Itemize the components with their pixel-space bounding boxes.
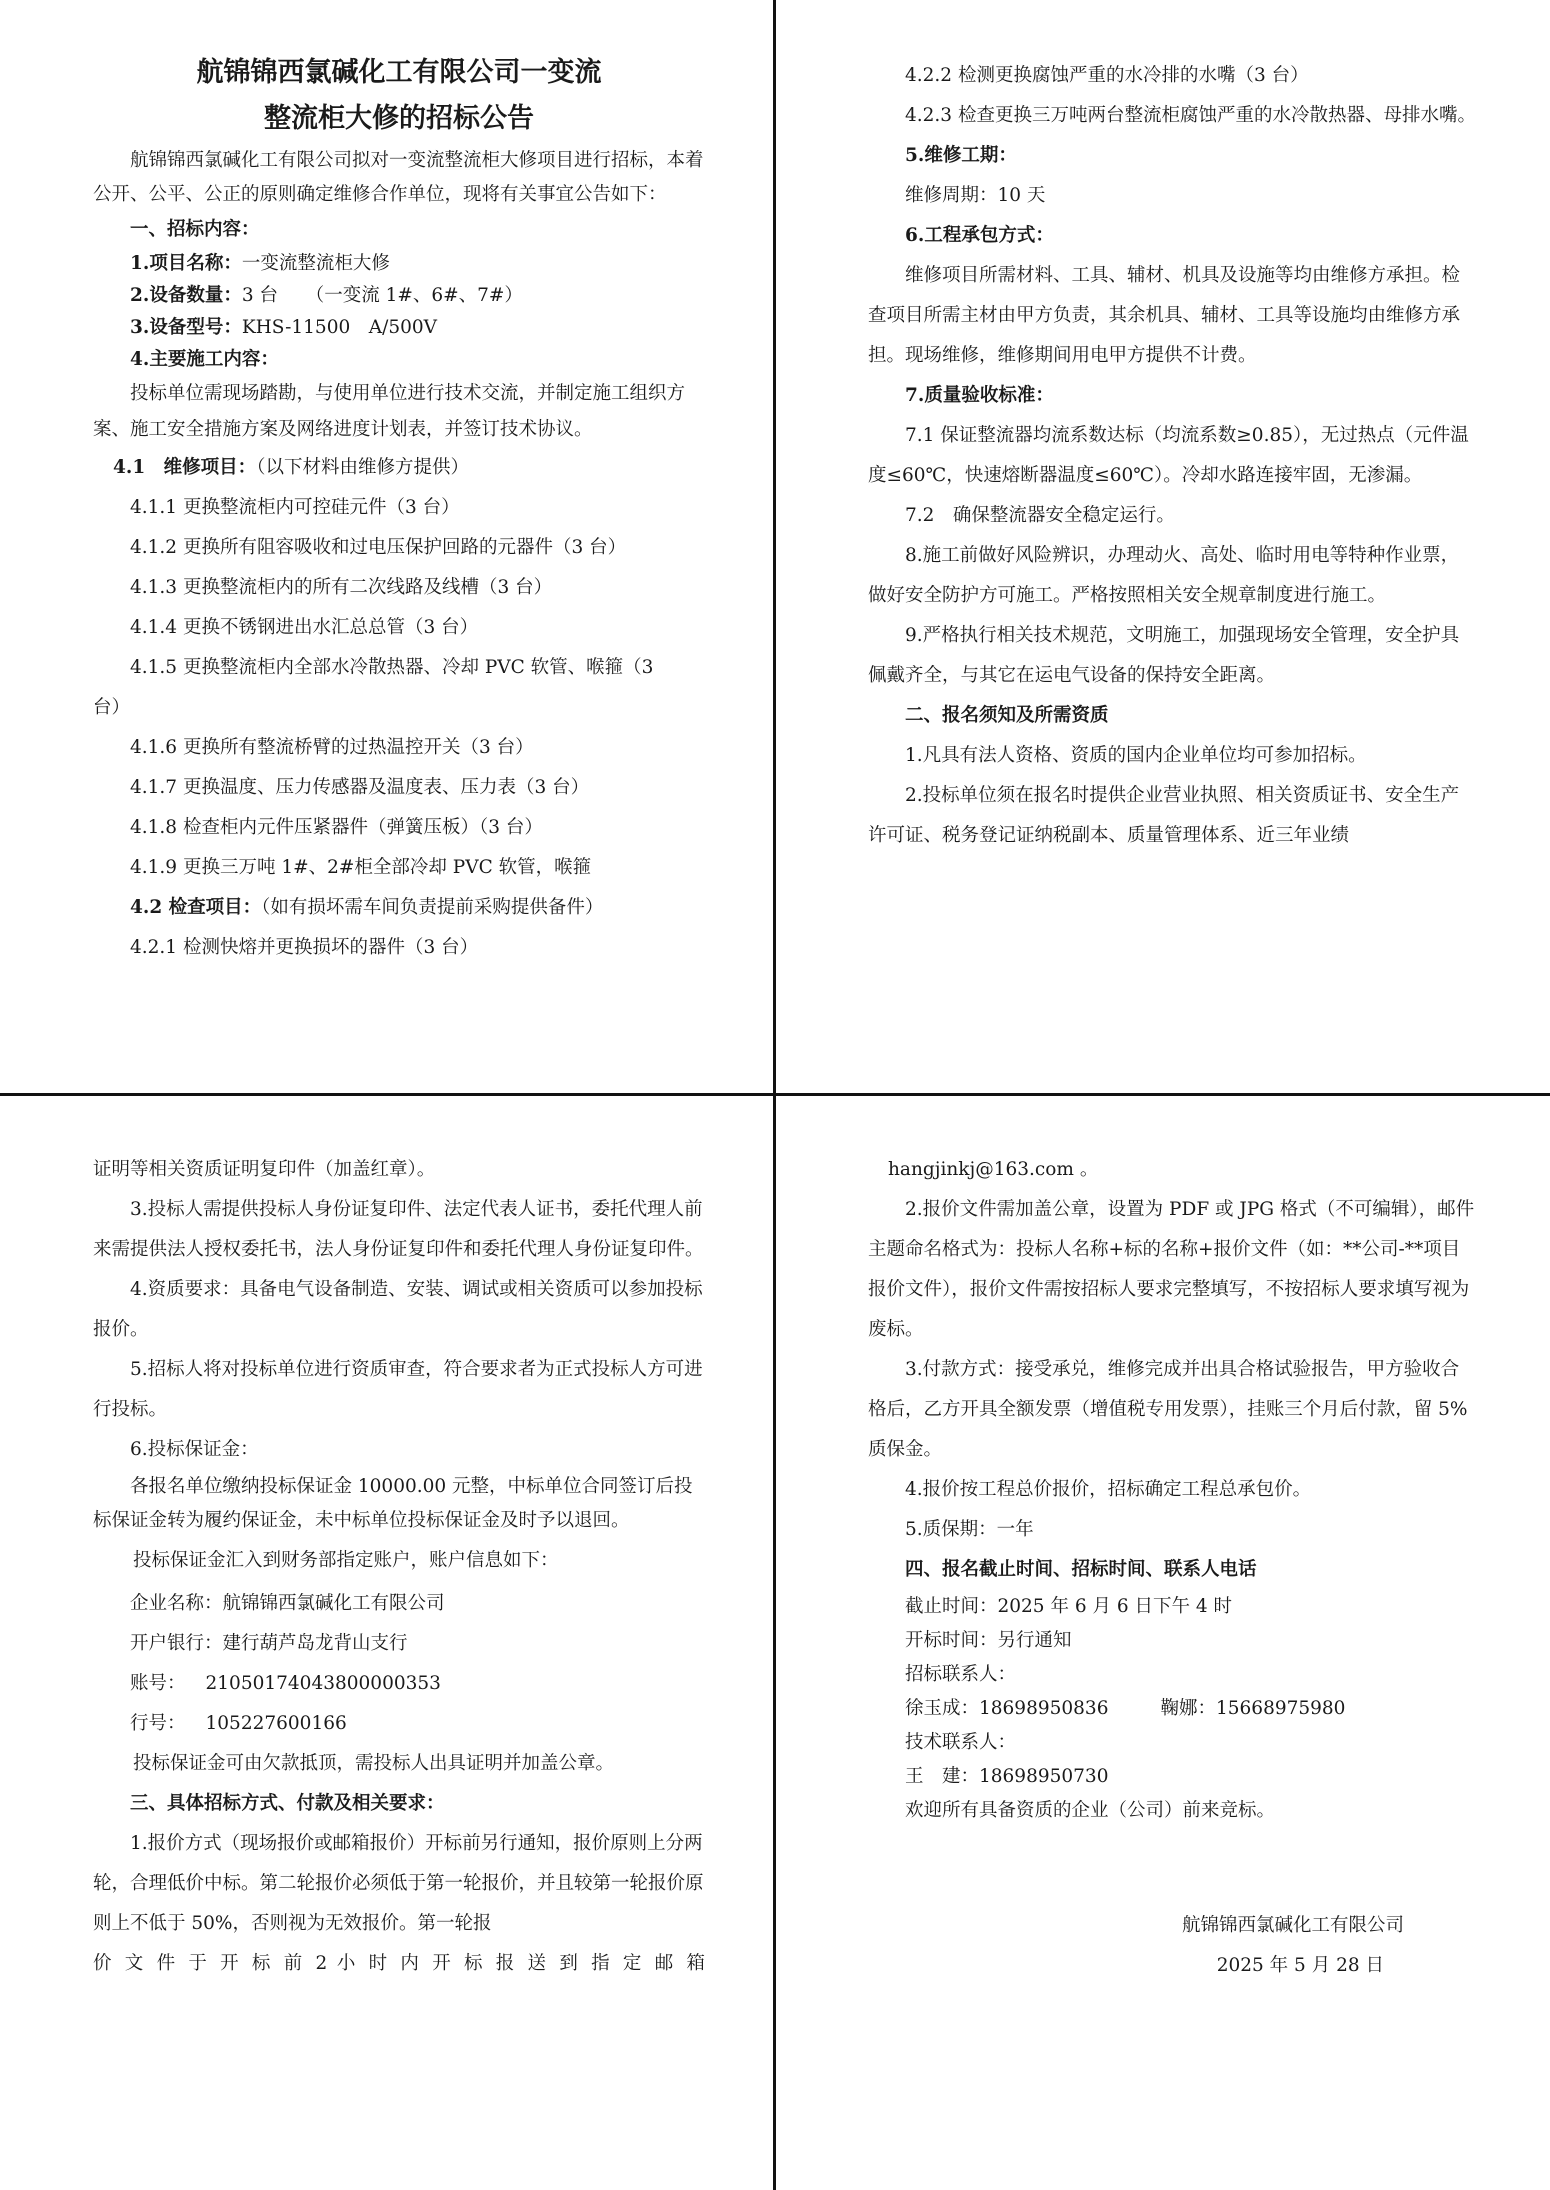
construction-paragraph: 投标单位需现场踏勘，与使用单位进行技术交流，并制定施工组织方案、施工安全措施方案及网络进度计划表，并签订技术协议。: [93, 383, 686, 440]
registration-5: 5.招标人将对投标单位进行资质审查，符合要求者为正式投标人方可进行投标。: [93, 1359, 703, 1420]
item-model: [93, 312, 705, 344]
title-line-2: 整流柜大修的招标公告: [264, 103, 534, 134]
maintenance-items-heading: [93, 448, 705, 488]
section-2-heading: 二、报名须知及所需资质: [905, 705, 1109, 726]
list-item-4-1-2: 4.1.2 更换所有阻容吸收和过电压保护回路的元器件（3 台）: [130, 537, 627, 558]
registration-3: 3.投标人需提供投标人身份证复印件、法定代表人证书，委托代理人前来需提供法人授权委托书，法人身份证复印件和委托代理人身份证复印件。: [93, 1199, 704, 1260]
signature-date: 2025 年 5 月 28 日: [1216, 1955, 1384, 1976]
method-1: 1.报价方式（现场报价或邮箱报价）开标前另行通知，报价原则上分两轮，合理低价中标。第二轮报价必须低于第一轮报价，并且较第一轮报价原则上不低于 50%，否则视为无效报价。第一轮报: [93, 1833, 704, 1934]
tender-contact-label: 招标联系人：: [905, 1664, 1017, 1685]
list-item-4-2-2: 4.2.2 检测更换腐蚀严重的水冷排的水嘴（3 台）: [905, 65, 1309, 86]
list-item-4-1-3: 4.1.3 更换整流柜内的所有二次线路及线槽（3 台）: [130, 577, 553, 598]
registration-2: 2.投标单位须在报名时提供企业营业执照、相关资质证书、安全生产许可证、税务登记证纳税副本、质量管理体系、近三年业绩: [868, 785, 1460, 846]
title-line-1: 航锦锦西氯碱化工有限公司一变流: [196, 57, 602, 88]
account-company-label: 企业名称：: [130, 1593, 223, 1614]
account-number-label: 账号：: [130, 1673, 186, 1694]
registration-4: 4.资质要求：具备电气设备制造、安装、调试或相关资质可以参加投标报价。: [93, 1279, 703, 1340]
opening-time: 开标时间：另行通知: [905, 1630, 1072, 1651]
account-intro: 投标保证金汇入到财务部指定账户，账户信息如下：: [133, 1550, 559, 1571]
item-quantity-label: 2.设备数量：: [130, 285, 242, 306]
item-project-name: [93, 248, 705, 280]
maintenance-items-note: （以下材料由维修方提供）: [256, 457, 469, 478]
requirement-8: 8.施工前做好风险辨识，办理动火、高处、临时用电等特种作业票，做好安全防护方可施工。严格按照相关安全规章制度进行施工。: [868, 545, 1460, 606]
section-3-heading: 三、具体招标方式、付款及相关要求：: [130, 1793, 445, 1814]
intro-paragraph: [93, 144, 705, 212]
bank-number: [93, 1704, 705, 1744]
tech-contact-1: 王 建：18698950730: [905, 1766, 1109, 1787]
registration-1: 1.凡具有法人资格、资质的国内企业单位均可参加招标。: [905, 745, 1367, 766]
deposit-note: 投标保证金可由欠款抵顶，需投标人出具证明并加盖公章。: [133, 1753, 615, 1774]
maintenance-period: 维修周期：10 天: [905, 185, 1046, 206]
tender-contact-2: 鞠娜：15668975980: [1160, 1698, 1346, 1719]
requirement-9: 9.严格执行相关技术规范，文明施工，加强现场安全管理，安全护具佩戴齐全，与其它在运电气设备的保持安全距离。: [868, 625, 1460, 686]
tender-contact-1: 徐玉成：18698950836: [905, 1698, 1109, 1719]
quality-7-1: 7.1 保证整流器均流系数达标（均流系数≥0.85），无过热点（元件温度≤60℃，快速熔断器温度≤60℃）。冷却水路连接牢固，无渗漏。: [868, 425, 1469, 486]
intro-text: 航锦锦西氯碱化工有限公司拟对一变流整流柜大修项目进行招标，本着公开、公平、公正的原则确定维修合作单位，现将有关事宜公告如下：: [93, 150, 704, 205]
section-4-heading: 四、报名截止时间、招标时间、联系人电话: [905, 1559, 1257, 1580]
list-item-4-1-8: 4.1.8 检查柜内元件压紧器件（弹簧压板）（3 台）: [130, 817, 543, 838]
account-company-value: 航锦锦西氯碱化工有限公司: [222, 1593, 445, 1614]
method-2: 2.报价文件需加盖公章，设置为 PDF 或 JPG 格式（不可编辑），邮件主题命名格式为：投标人名称+标的名称+报价文件（如：**公司-**项目报价文件），报价文件需按招标人要求完整填写，不按招标人要求填写视为废标。: [868, 1199, 1475, 1340]
registration-2-cont: 证明等相关资质证明复印件（加盖红章）。: [93, 1159, 436, 1180]
list-item-4-1-9: 4.1.9 更换三万吨 1#、2#柜全部冷却 PVC 软管，喉箍: [130, 857, 592, 878]
page-3: [93, 1150, 705, 1984]
method-4: 4.报价按工程总价报价，招标确定工程总承包价。: [905, 1479, 1312, 1500]
item-construction-heading: 4.主要施工内容：: [130, 349, 279, 370]
bid-email: hangjinkj@163.com 。: [888, 1159, 1099, 1180]
tender-contacts: [868, 1692, 1476, 1726]
item-project-name-value: 一变流整流柜大修: [241, 253, 390, 274]
deposit-paragraph: 各报名单位缴纳投标保证金 10000.00 元整，中标单位合同签订后投标保证金转为履约保证金，未中标单位投标保证金及时予以退回。: [93, 1476, 693, 1531]
list-item-4-2-3: 4.2.3 检查更换三万吨两台整流柜腐蚀严重的水冷散热器、母排水嘴。: [905, 105, 1476, 126]
section-6-heading: 6.工程承包方式：: [905, 225, 1054, 246]
account-bank-value: 建行葫芦岛龙背山支行: [222, 1633, 408, 1654]
section-1-heading: 一、招标内容：: [130, 219, 260, 240]
method-1-cont: 价 文 件 于 开 标 前 2 小 时 内 开 标 报 送 到 指 定 邮 箱: [93, 1953, 705, 1974]
list-item-4-1-4: 4.1.4 更换不锈钢进出水汇总总管（3 台）: [130, 617, 479, 638]
contact-block: [868, 1590, 1476, 1828]
list-item-4-1-1: 4.1.1 更换整流柜内可控硅元件（3 台）: [130, 497, 460, 518]
deadline: 截止时间：2025 年 6 月 6 日下午 4 时: [905, 1596, 1233, 1617]
page-4: [868, 1150, 1476, 1986]
item-quantity-value: 3 台 （一变流 1#、6#、7#）: [241, 285, 523, 306]
list-item-4-1-6: 4.1.6 更换所有整流桥臂的过热温控开关（3 台）: [130, 737, 534, 758]
contract-paragraph: 维修项目所需材料、工具、辅材、机具及设施等均由维修方承担。检查项目所需主材由甲方负责，其余机具、辅材、工具等设施均由维修方承担。现场维修，维修期间用电甲方提供不计费。: [868, 265, 1461, 366]
inspection-items-note: （如有损坏需车间负责提前采购提供备件）: [261, 897, 604, 918]
bank-number-value: 105227600166: [205, 1713, 347, 1734]
account-number: [93, 1664, 705, 1704]
method-3: 3.付款方式：接受承兑，维修完成并出具合格试验报告，甲方验收合格后，乙方开具全额发票（增值税专用发票），挂账三个月后付款，留 5%质保金。: [868, 1359, 1468, 1460]
welcome-text: 欢迎所有具备资质的企业（公司）前来竞标。: [905, 1800, 1276, 1821]
list-item-4-1-5-cont: 台）: [93, 697, 131, 718]
section-5-heading: 5.维修工期：: [905, 145, 1017, 166]
signature-company: 航锦锦西氯碱化工有限公司: [1181, 1915, 1404, 1936]
tech-contact-label: 技术联系人：: [905, 1732, 1017, 1753]
section-7-heading: 7.质量验收标准：: [905, 385, 1054, 406]
inspection-items-label: 4.2 检查项目：: [130, 897, 262, 918]
registration-6: 6.投标保证金：: [130, 1439, 259, 1460]
item-quantity: [93, 280, 705, 312]
account-bank: [93, 1624, 705, 1664]
maintenance-items-label: 4.1 维修项目：: [113, 457, 257, 478]
page-1: [93, 50, 705, 968]
item-project-name-label: 1.项目名称：: [130, 253, 242, 274]
account-company: [93, 1584, 705, 1624]
item-model-label: 3.设备型号：: [130, 317, 242, 338]
item-model-value: KHS-11500 A/500V: [241, 317, 437, 338]
list-item-4-1-7: 4.1.7 更换温度、压力传感器及温度表、压力表（3 台）: [130, 777, 590, 798]
method-5: 5.质保期：一年: [905, 1519, 1034, 1540]
list-item-4-2-1: 4.2.1 检测快熔并更换损坏的器件（3 台）: [130, 937, 479, 958]
account-bank-label: 开户银行：: [130, 1633, 223, 1654]
bank-number-label: 行号：: [130, 1713, 186, 1734]
list-item-4-1-5: 4.1.5 更换整流柜内全部水冷散热器、冷却 PVC 软管、喉箍（3: [130, 657, 654, 678]
horizontal-page-divider: [0, 1093, 1550, 1096]
quality-7-2: 7.2 确保整流器安全稳定运行。: [905, 505, 1175, 526]
page-2: [868, 56, 1476, 856]
inspection-items-heading: [93, 888, 705, 928]
account-number-value: 21050174043800000353: [205, 1673, 441, 1694]
